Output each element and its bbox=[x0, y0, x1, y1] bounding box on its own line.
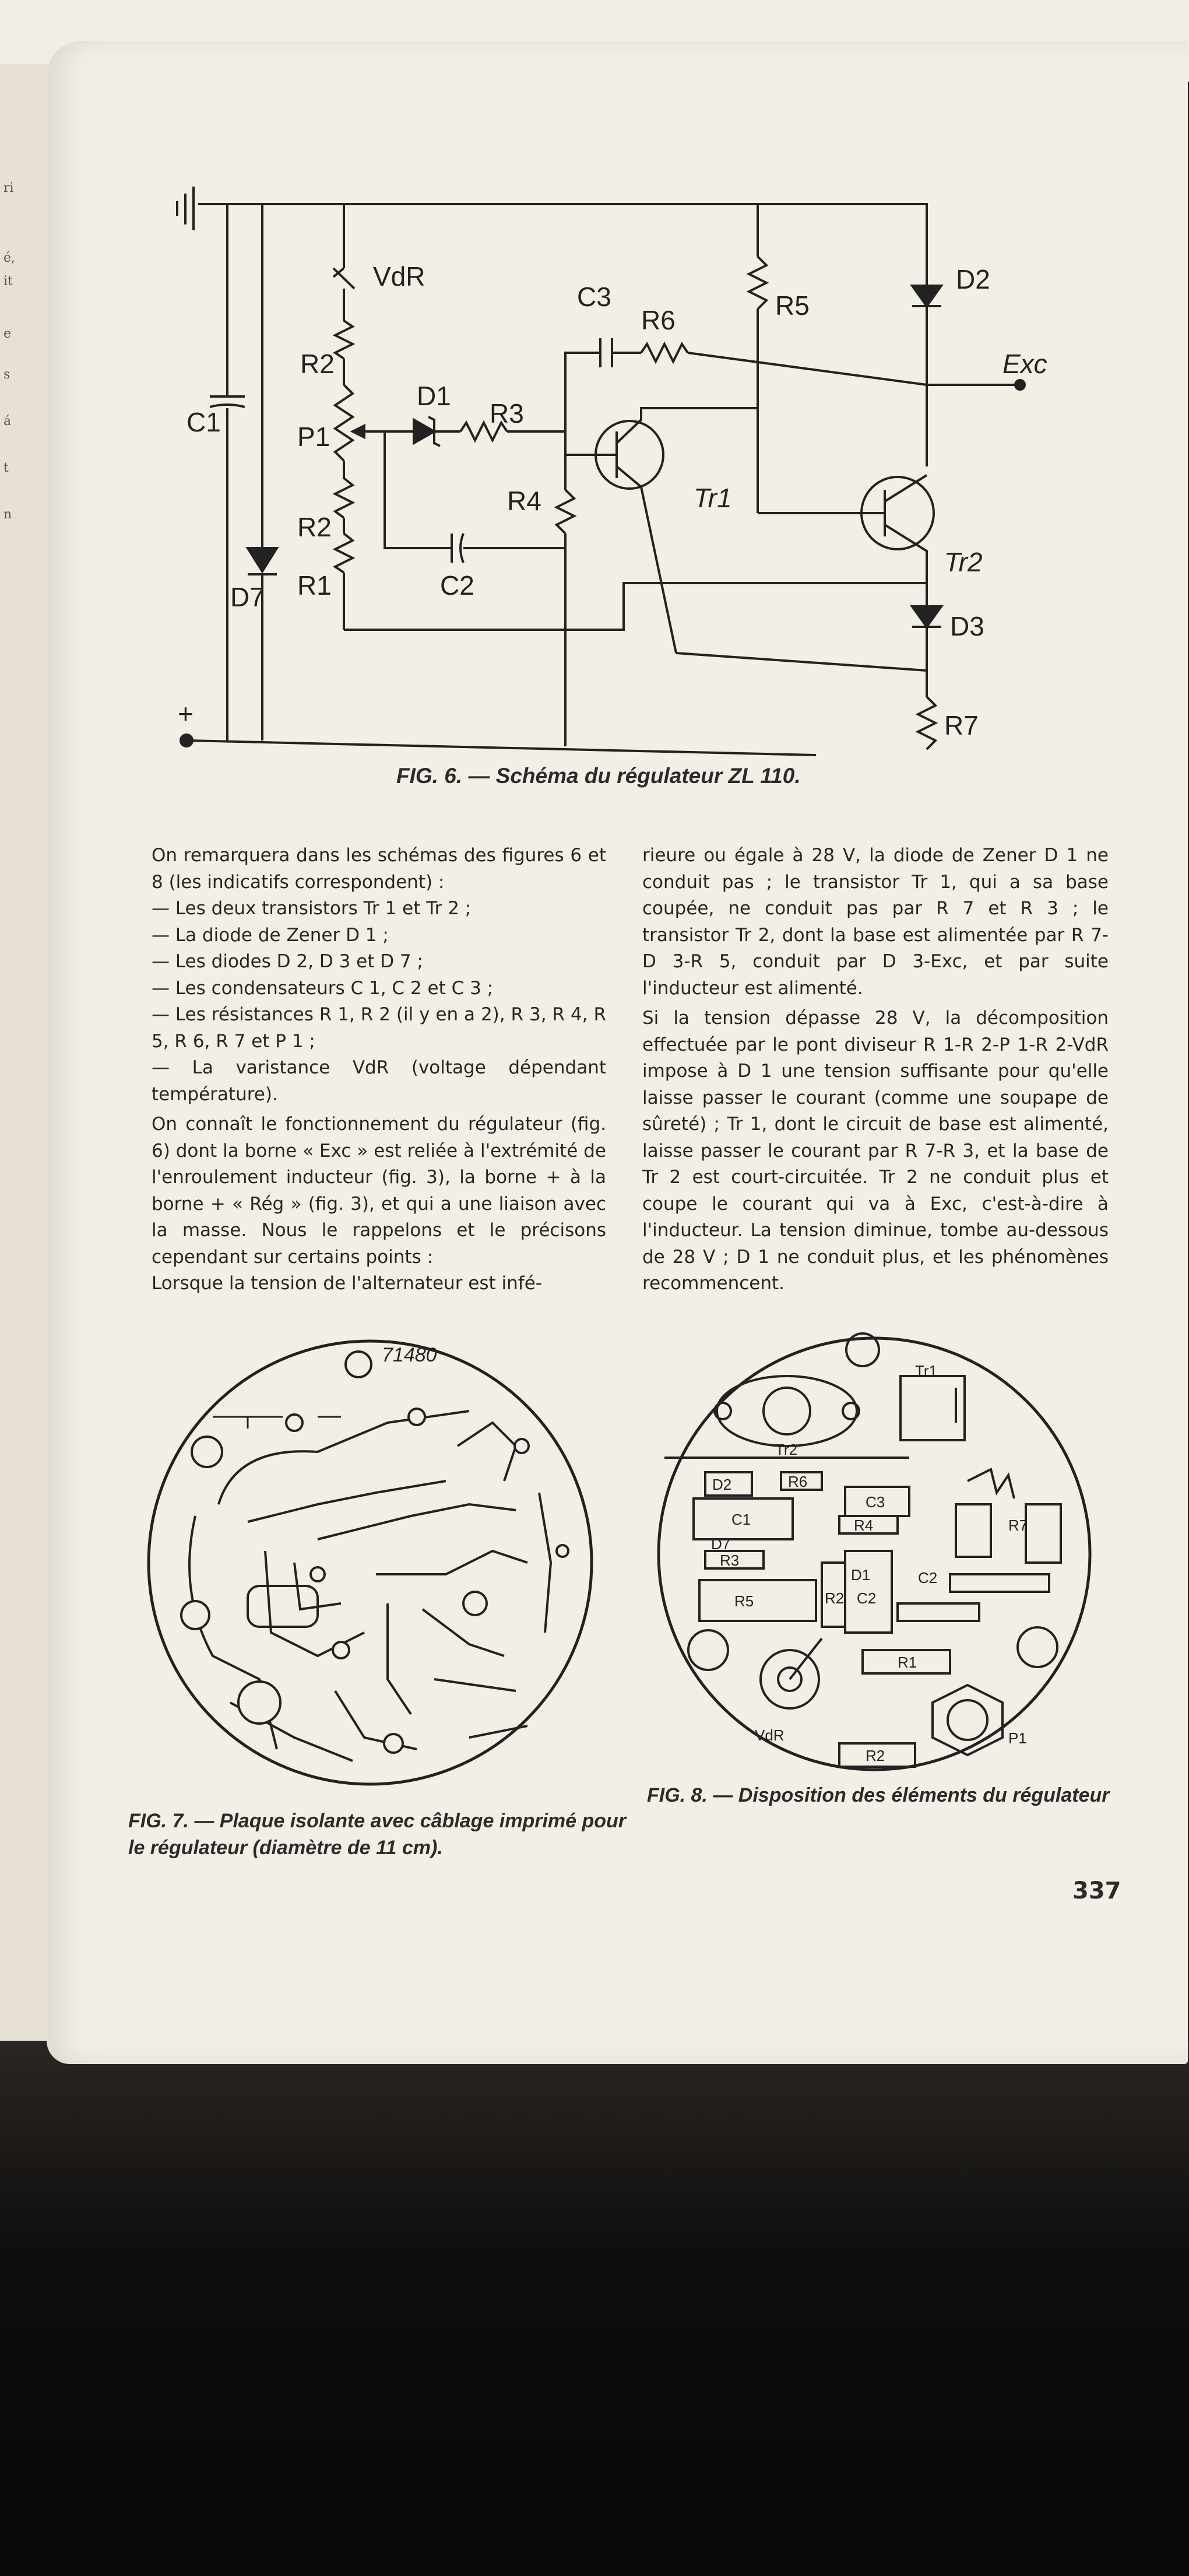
label-plus: + bbox=[178, 699, 194, 729]
board-number: 71480 bbox=[382, 1344, 437, 1366]
label-r3: R3 bbox=[490, 398, 524, 429]
paragraph: On connaît le fonctionnement du régulateur (fig. 6) dont la borne « Exc » est reliée à l'extrémité de l'enroulement inducteur (fig. 3), la borne + à la borne + « Rég » (fig. 3), et qui a une liaison avec la masse. Nous le rappelons et le précisons cependant sur certains points : bbox=[152, 1114, 606, 1268]
label-d7: D7 bbox=[711, 1535, 731, 1553]
text-column-right bbox=[642, 843, 1109, 1297]
label-p1: P1 bbox=[297, 422, 330, 452]
list-item: — Les condensateurs C 1, C 2 et C 3 ; bbox=[152, 977, 494, 999]
prev-page-text: t bbox=[3, 461, 9, 475]
page-number: 337 bbox=[1072, 1877, 1121, 1904]
printed-circuit-board-figure bbox=[143, 1329, 597, 1796]
label-r2: R2 bbox=[825, 1589, 845, 1607]
book-page bbox=[47, 41, 1188, 2064]
list-item: — Les diodes D 2, D 3 et D 7 ; bbox=[152, 951, 423, 972]
list-item: — La diode de Zener D 1 ; bbox=[152, 924, 389, 946]
regulator-schematic bbox=[128, 128, 1107, 799]
label-c1: C1 bbox=[731, 1511, 751, 1528]
fig7-caption: FIG. 7. — Plaque isolante avec câblage imprimé pour le régulateur (diamètre de 11 cm). bbox=[128, 1810, 627, 1859]
label-tr2: Tr2 bbox=[775, 1441, 798, 1458]
label-tr1: Tr1 bbox=[915, 1362, 938, 1380]
label-d1: D1 bbox=[851, 1566, 871, 1584]
text-column-left bbox=[152, 843, 606, 1297]
label-d2: D2 bbox=[712, 1476, 732, 1493]
component-layout-figure bbox=[653, 1324, 1096, 1784]
label-r7: R7 bbox=[944, 710, 979, 740]
label-vdr: VdR bbox=[755, 1726, 785, 1744]
label-c2: C2 bbox=[440, 570, 474, 601]
prev-page-text: s bbox=[3, 367, 10, 382]
label-r4: R4 bbox=[854, 1517, 874, 1534]
label-r6: R6 bbox=[788, 1473, 808, 1490]
label-exc: Exc bbox=[1002, 349, 1047, 379]
label-p1: P1 bbox=[1008, 1729, 1027, 1747]
fig8-caption: FIG. 8. — Disposition des éléments du régulateur bbox=[647, 1784, 1110, 1806]
label-tr1: Tr1 bbox=[694, 483, 732, 513]
label-r4: R4 bbox=[507, 486, 541, 516]
label-r1: R1 bbox=[297, 570, 332, 601]
label-r6: R6 bbox=[641, 305, 676, 335]
label-d7: D7 bbox=[230, 582, 265, 612]
label-d3: D3 bbox=[950, 611, 984, 641]
list-item: — La varistance VdR (voltage dépendant température). bbox=[152, 1057, 606, 1105]
label-r2-bottom: R2 bbox=[297, 512, 332, 542]
paragraph: rieure ou égale à 28 V, la diode de Zener D 1 ne conduit pas ; le transistor Tr 1, qui a sa base coupée, ne conduit pas par R 7 et R 3 ; le transistor Tr 2, dont la base est alimentée par R 7-D 3-R 5, conduit par D 3-Exc, et par suite l'inducteur est alimenté. bbox=[642, 845, 1109, 999]
label-c3: C3 bbox=[866, 1493, 885, 1511]
label-r7: R7 bbox=[1008, 1517, 1028, 1534]
prev-page-text: é, bbox=[3, 251, 16, 265]
prev-page-text: á bbox=[3, 414, 12, 429]
fig6-caption: FIG. 6. — Schéma du régulateur ZL 110. bbox=[396, 764, 801, 788]
label-r5: R5 bbox=[734, 1592, 754, 1610]
paragraph: On remarquera dans les schémas des figures 6 et 8 (les indicatifs correspondent) : bbox=[152, 845, 606, 893]
label-r5: R5 bbox=[775, 290, 810, 321]
label-c1: C1 bbox=[187, 407, 221, 437]
label-vdr: VdR bbox=[373, 261, 425, 292]
label-r2-bottom: R2 bbox=[866, 1747, 885, 1764]
label-tr2: Tr2 bbox=[944, 547, 983, 577]
label-r3: R3 bbox=[720, 1552, 740, 1569]
label-r1: R1 bbox=[898, 1654, 917, 1671]
prev-page-text: e bbox=[3, 327, 12, 341]
list-item: — Les deux transistors Tr 1 et Tr 2 ; bbox=[152, 898, 472, 919]
list-item: — Les résistances R 1, R 2 (il y en a 2), R 3, R 4, R 5, R 6, R 7 et P 1 ; bbox=[152, 1004, 606, 1052]
paragraph: Lorsque la tension de l'alternateur est infé- bbox=[152, 1273, 542, 1294]
label-d1: D1 bbox=[417, 381, 451, 411]
prev-page-text: n bbox=[3, 507, 12, 522]
label-c2-secondary: C2 bbox=[918, 1569, 938, 1587]
label-d2: D2 bbox=[956, 264, 990, 294]
label-c3: C3 bbox=[577, 282, 611, 312]
label-c2: C2 bbox=[857, 1589, 877, 1607]
background-bottom bbox=[0, 2041, 1189, 2576]
prev-page-text: ri bbox=[3, 181, 14, 195]
paragraph: Si la tension dépasse 28 V, la décomposition effectuée par le pont diviseur R 1-R 2-P 1-R 2-VdR impose à D 1 une tension suffisante pour qu'elle laisse passer le courant (comme une soupape de sûreté) ; Tr 1, dont le circuit de base est alimenté, laisse passer le courant par R 7-R 3, et la base de Tr 2 est court-circuitée. Tr 2 ne conduit plus et coupe le courant qui va à Exc, c'est-à-dire à l'inducteur. La tension diminue, tombe au-dessous de 28 V ; D 1 ne conduit plus, et les phénomènes recommencent. bbox=[642, 1008, 1109, 1294]
prev-page-text: it bbox=[3, 274, 13, 289]
label-r2-top: R2 bbox=[300, 349, 335, 379]
